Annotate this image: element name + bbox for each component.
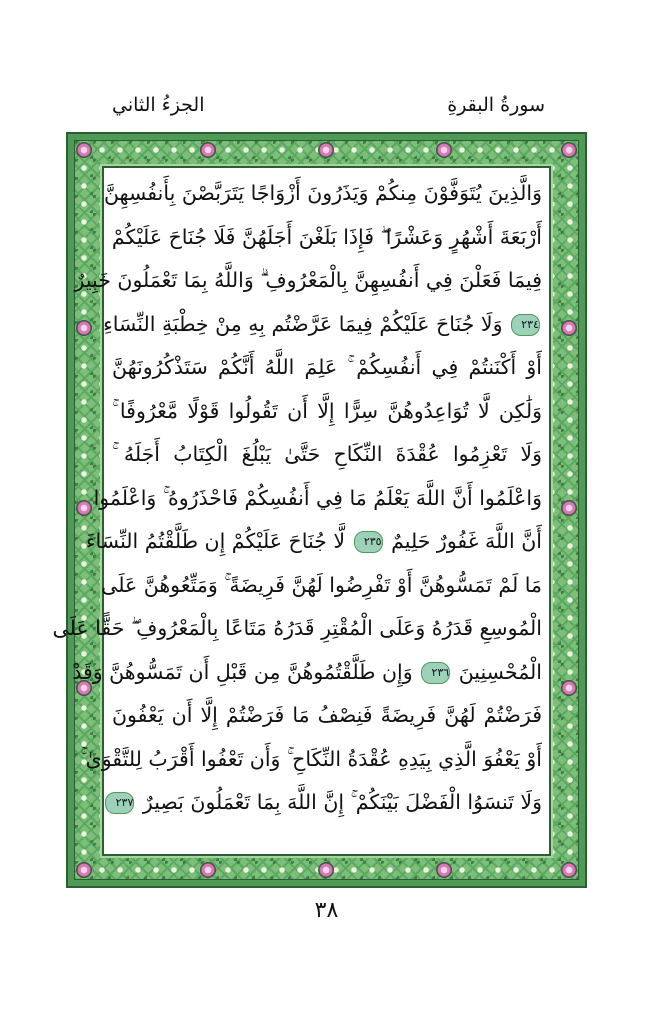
rosette-icon — [318, 862, 334, 878]
verse-line: أَرْبَعَةَ أَشْهُرٍ وَعَشْرًا ۖ فَإِذَا بَلَغْنَ أَجَلَهُنَّ فَلَا جُنَاحَ عَلَيْكُمْ — [111, 224, 542, 249]
rosette-icon — [561, 320, 577, 336]
verse-line: أَوْ يَعْفُوَ الَّذِي بِيَدِهِ عُقْدَةُ النِّكَاحِ ۚ وَأَن تَعْفُوا أَقْرَبُ لِلتَّقْوَىٰ ۚ — [80, 746, 542, 771]
surah-title: سورةُ البقرةِ — [447, 94, 545, 116]
rosette-icon — [200, 862, 216, 878]
rosette-icon — [76, 500, 92, 516]
verse-line: وَالَّذِينَ يُتَوَفَّوْنَ مِنكُمْ وَيَذَرُونَ أَزْوَاجًا يَتَرَبَّصْنَ بِأَنفُسِهِنَّ — [103, 181, 542, 205]
ayah-number-marker: ٢٣٧ — [105, 792, 134, 814]
verse-line: أَنَّ اللَّهَ غَفُورٌ حَلِيمٌ ٢٣٥ لَّا جُنَاحَ عَلَيْكُمْ إِن طَلَّقْتُمُ النِّسَاءَ — [85, 529, 542, 553]
verse-line: مَا لَمْ تَمَسُّوهُنَّ أَوْ تَفْرِضُوا لَهُنَّ فَرِيضَةً ۚ وَمَتِّعُوهُنَّ عَلَى — [101, 572, 542, 597]
verse-line: وَاعْلَمُوا أَنَّ اللَّهَ يَعْلَمُ مَا فِي أَنفُسِكُمْ فَاحْذَرُوهُ ۚ وَاعْلَمُوا — [93, 485, 542, 510]
juz-title: الجزءُ الثاني — [112, 94, 205, 116]
ayah-number-marker: ٢٣٥ — [354, 531, 383, 553]
rosette-icon — [76, 320, 92, 336]
page-number: ٣٨ — [314, 898, 339, 923]
verse-line: ٢٣٤ وَلَا جُنَاحَ عَلَيْكُمْ فِيمَا عَرَّضْتُم بِهِ مِنْ خِطْبَةِ النِّسَاءِ — [103, 311, 539, 336]
rosette-icon — [561, 680, 577, 696]
rosette-icon — [200, 142, 216, 158]
page-header — [0, 94, 653, 134]
rosette-icon — [318, 142, 334, 158]
verse-line: وَلَا تَعْزِمُوا عُقْدَةَ النِّكَاحِ حَتَّىٰ يَبْلُغَ الْكِتَابُ أَجَلَهُ ۚ — [112, 442, 542, 466]
verse-line: الْمُوسِعِ قَدَرُهُ وَعَلَى الْمُقْتِرِ قَدَرُهُ مَتَاعًا بِالْمَعْرُوفِ ۖ حَقًّا عَلَى — [52, 616, 542, 640]
rosette-icon — [76, 862, 92, 878]
verse-lines — [52, 172, 542, 825]
rosette-icon — [436, 142, 452, 158]
ayah-number-marker: ٢٣٤ — [511, 314, 540, 336]
rosette-icon — [561, 142, 577, 158]
verse-line: وَلَٰكِن لَّا تُوَاعِدُوهُنَّ سِرًّا إِلَّا أَن تَقُولُوا قَوْلًا مَّعْرُوفًا ۚ — [112, 398, 542, 423]
rosette-icon — [76, 142, 92, 158]
rosette-icon — [561, 500, 577, 516]
rosette-icon — [436, 862, 452, 878]
verse-line: وَلَا تَنسَوُا الْفَضْلَ بَيْنَكُمْ ۚ إِنَّ اللَّهَ بِمَا تَعْمَلُونَ بَصِيرٌ ٢٣٧ — [112, 781, 542, 825]
verse-line: أَوْ أَكْنَنتُمْ فِي أَنفُسِكُمْ ۚ عَلِمَ اللَّهُ أَنَّكُمْ سَتَذْكُرُونَهُنَّ — [112, 355, 542, 379]
verse-line: فَرَضْتُمْ لَهُنَّ فَرِيضَةً فَنِصْفُ مَا فَرَضْتُمْ إِلَّا أَن يَعْفُونَ — [112, 703, 542, 727]
verse-line: الْمُحْسِنِينَ ٢٣٦ وَإِن طَلَّقْتُمُوهُنَّ مِن قَبْلِ أَن تَمَسُّوهُنَّ وَقَدْ — [72, 659, 542, 684]
rosette-icon — [561, 862, 577, 878]
verse-line: فِيمَا فَعَلْنَ فِي أَنفُسِهِنَّ بِالْمَعْرُوفِ ۗ وَاللَّهُ بِمَا تَعْمَلُونَ خَبِيرٌ — [74, 268, 542, 292]
ayah-number-marker: ٢٣٦ — [421, 662, 450, 684]
